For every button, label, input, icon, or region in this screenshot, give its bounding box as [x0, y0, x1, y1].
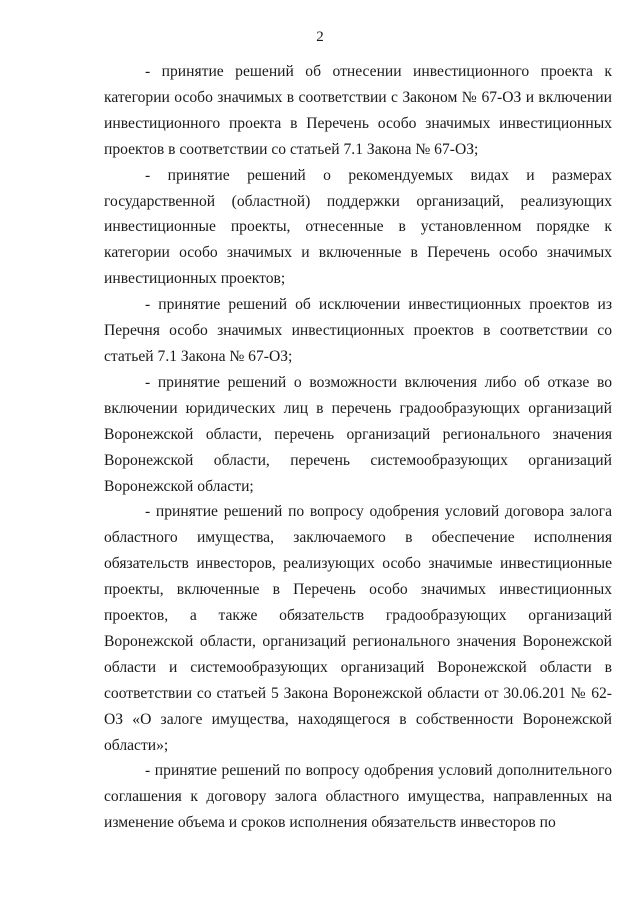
paragraph: - принятие решений по вопросу одобрения условий договора залога областного имущества, заключаемого в обеспечение исполнения обязательств инвесторов, реализующих особо значимые инвестиционные проекты, включенные в Перечень особо значимых инвестиционных проектов, а также обязательств градообразующих организаций Воронежской области, организаций регионального значения Воронежской области и системообразующих организаций Воронежской области в соответствии со статьей 5 Закона Воронежской области от 30.06.201 № 62-ОЗ «О залоге имущества, находящегося в собственности Воронежской области»; — [104, 503, 612, 754]
document-body — [104, 59, 612, 836]
page-number: 2 — [316, 29, 324, 45]
paragraph: - принятие решений о возможности включения либо об отказе во включении юридических лиц в перечень градообразующих организаций Воронежской области, перечень организаций регионального значения Воронежской области, перечень системообразующих организаций Воронежской области; — [104, 373, 612, 495]
paragraph: - принятие решений об исключении инвестиционных проектов из Перечня особо значимых инвестиционных проектов в соответствии со статьей 7.1 Закона № 67-ОЗ; — [104, 296, 612, 365]
paragraph: - принятие решений об отнесении инвестиционного проекта к категории особо значимых в соответствии с Законом № 67-ОЗ и включении инвестиционного проекта в Перечень особо значимых инвестиционных проектов в соответствии со статьей 7.1 Закона № 67-ОЗ; — [104, 63, 612, 158]
paragraph: - принятие решений по вопросу одобрения условий дополнительного соглашения к договору залога областного имущества, направленных на изменение объема и сроков исполнения обязательств инвесторов по — [104, 762, 612, 832]
paragraph: - принятие решений о рекомендуемых видах и размерах государственной (областной) поддержки организаций, реализующих инвестиционные проекты, отнесенные в установленном порядке к категории особо значимых и включенные в Перечень особо значимых инвестиционных проектов; — [104, 166, 612, 288]
